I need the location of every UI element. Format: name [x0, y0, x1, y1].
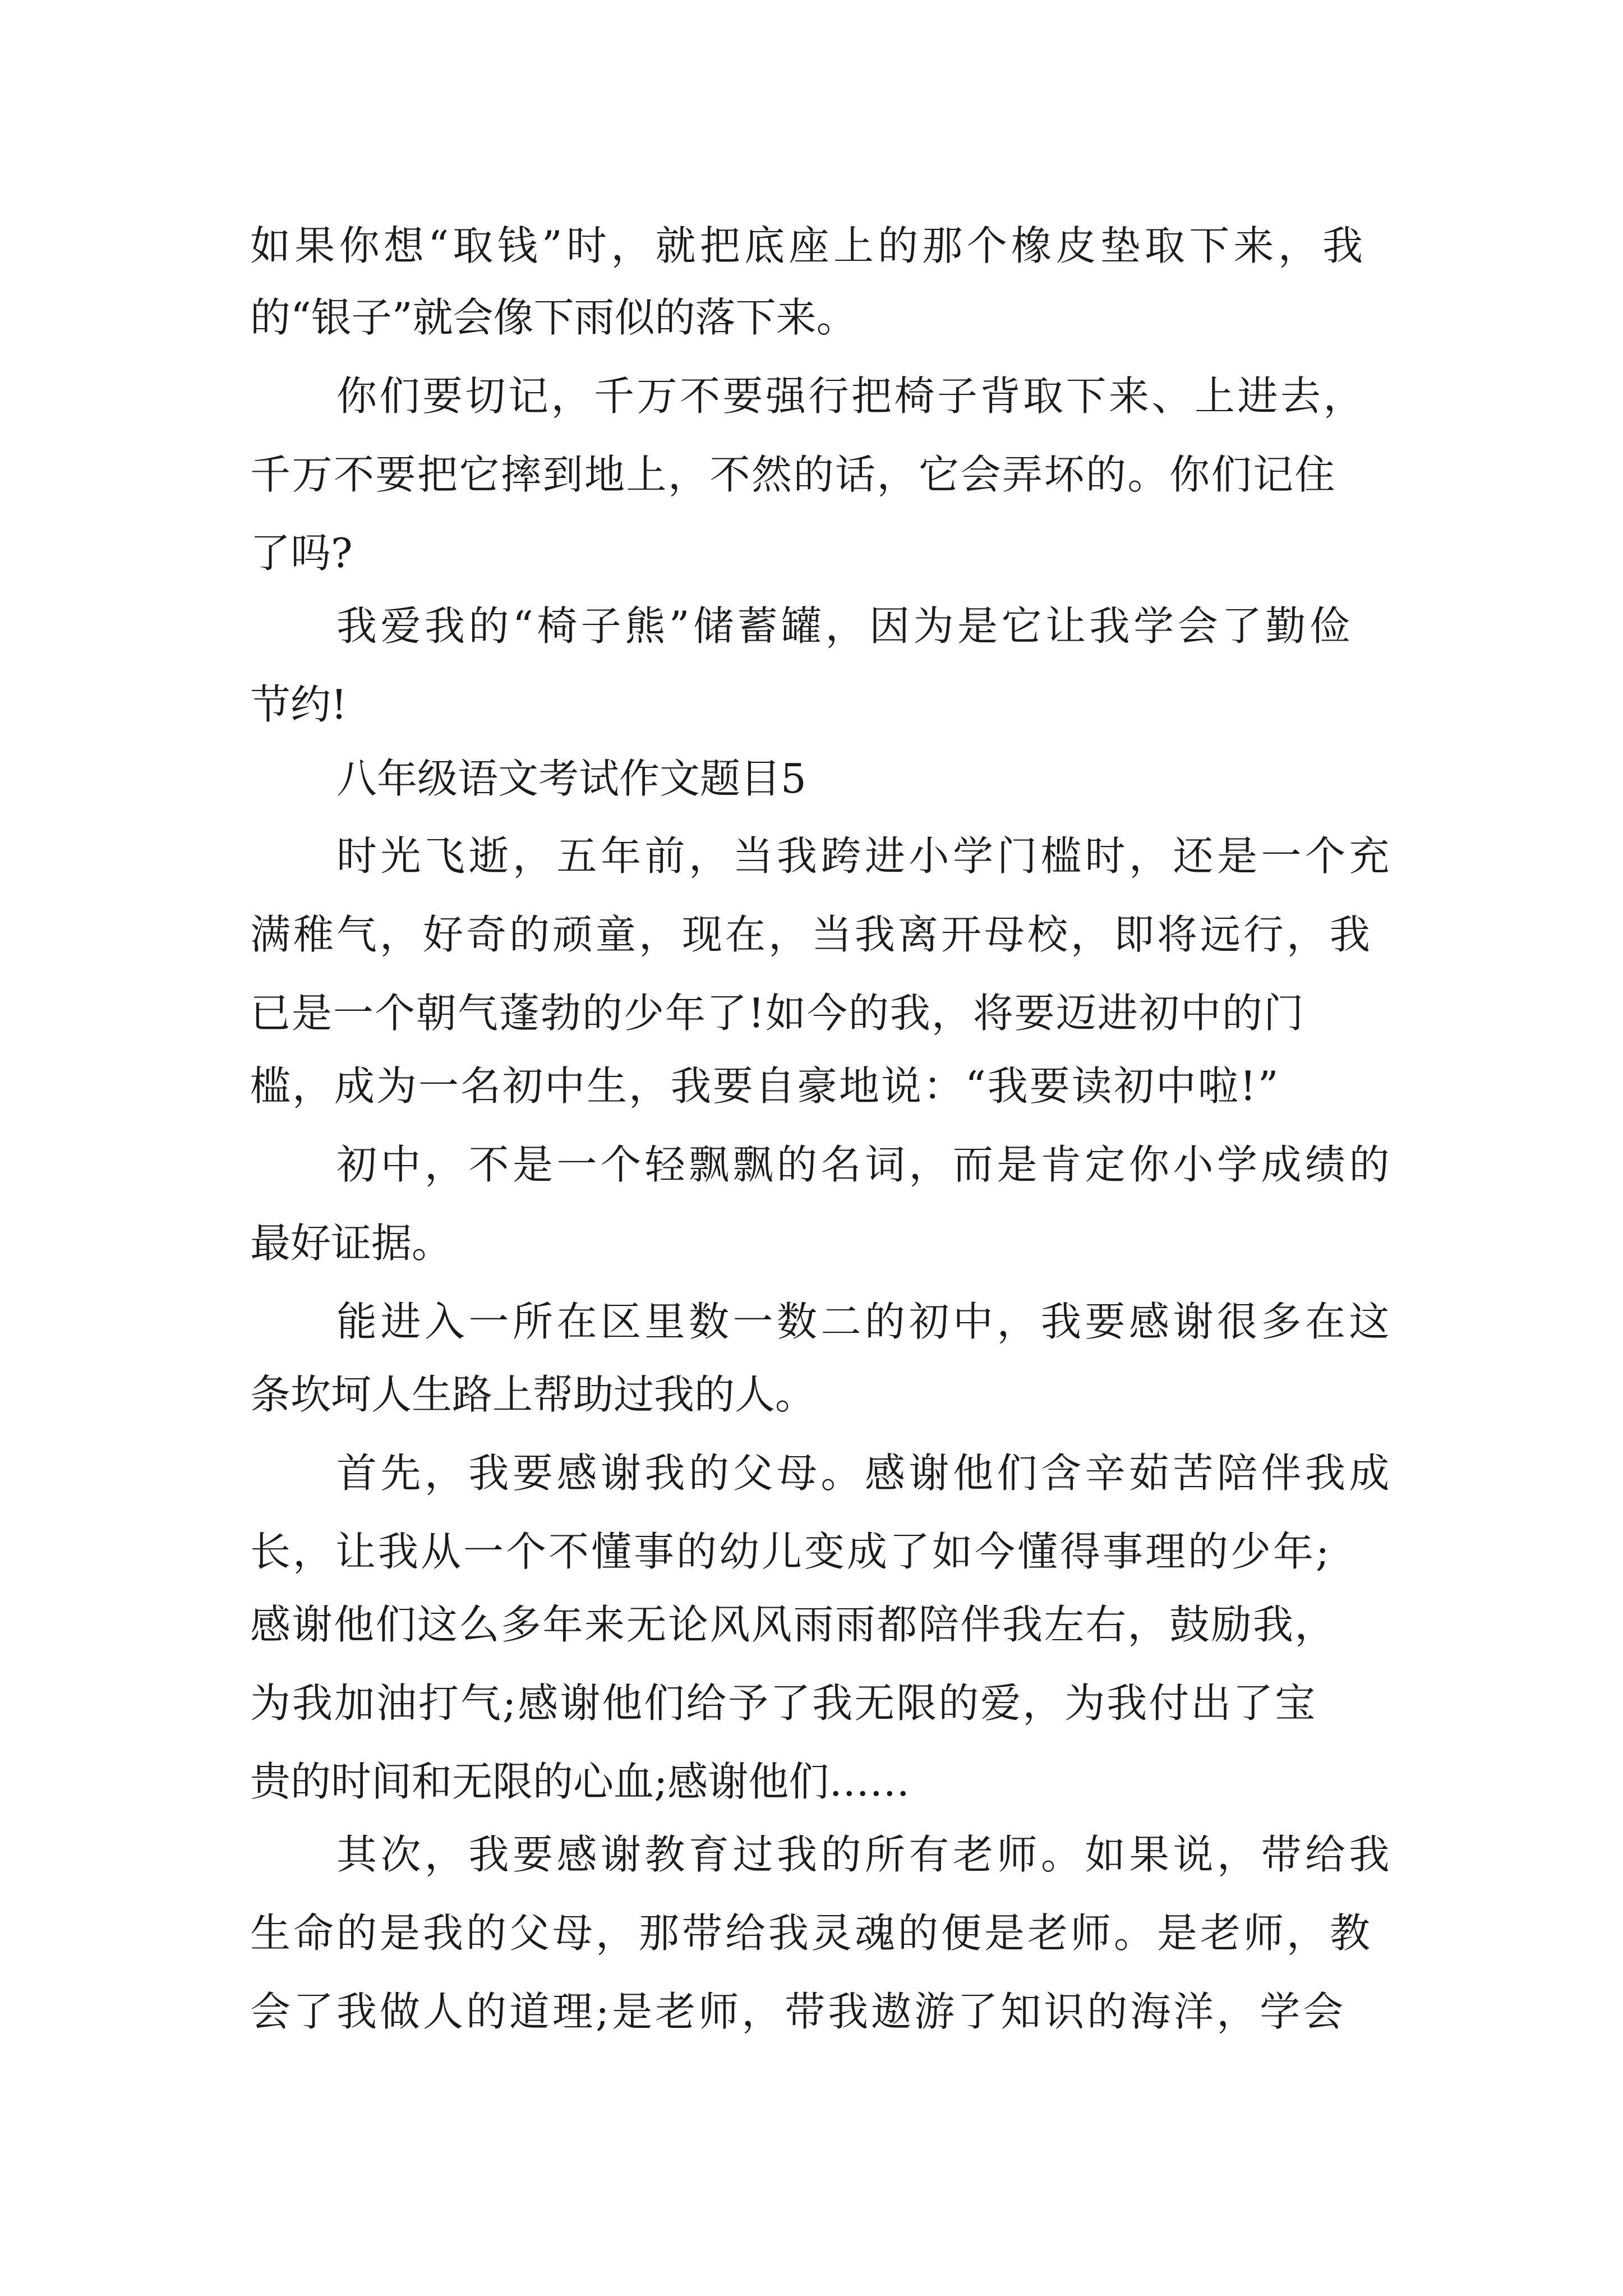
text-line: 节约! — [250, 681, 347, 728]
text-line: 如果你想“取钱”时，就把底座上的那个橡皮垫取下来，我 — [250, 222, 1367, 269]
text-line: 满稚气，好奇的顽童，现在，当我离开母校，即将远行，我 — [250, 911, 1373, 958]
text-line: 感谢他们这么多年来无论风风雨雨都陪伴我左右，鼓励我， — [250, 1601, 1337, 1648]
text-line: 生命的是我的父母，那带给我灵魂的便是老师。是老师，教 — [250, 1910, 1373, 1957]
text-line: 最好证据。 — [250, 1220, 453, 1267]
text-line: 其次，我要感谢教育过我的所有老师。如果说，带给我 — [336, 1831, 1394, 1878]
text-line: 了吗? — [250, 530, 353, 577]
text-line: 已是一个朝气蓬勃的少年了!如今的我，将要迈进初中的门 — [250, 990, 1305, 1037]
text-line: 会了我做人的道理;是老师，带我遨游了知识的海洋，学会 — [250, 1988, 1347, 2035]
text-line: 条坎坷人生路上帮助过我的人。 — [250, 1371, 816, 1418]
text-line: 时光飞逝，五年前，当我跨进小学门槛时，还是一个充 — [336, 832, 1394, 880]
text-line: 千万不要把它摔到地上，不然的话，它会弄坏的。你们记住 — [250, 451, 1337, 498]
text-line: 为我加油打气;感谢他们给予了我无限的爱，为我付出了宝 — [250, 1680, 1317, 1727]
text-line: 贵的时间和无限的心血;感谢他们…… — [250, 1758, 910, 1805]
text-line: 我爱我的“椅子熊”储蓄罐，因为是它让我学会了勤俭 — [336, 602, 1354, 650]
text-line: 槛，成为一名初中生，我要自豪地说：“我要读初中啦!” — [250, 1062, 1280, 1110]
section-heading: 八年级语文考试作文题目5 — [336, 755, 806, 802]
text-line: 初中，不是一个轻飘飘的名词，而是肯定你小学成绩的 — [336, 1141, 1394, 1188]
text-line: 能进入一所在区里数一数二的初中，我要感谢很多在这 — [336, 1298, 1394, 1345]
text-line: 的“银子”就会像下雨似的落下来。 — [250, 294, 857, 341]
text-line: 长，让我从一个不懂事的幼儿变成了如今懂得事理的少年; — [250, 1528, 1332, 1575]
text-line: 你们要切记，千万不要强行把椅子背取下来、上进去， — [336, 372, 1367, 420]
text-line: 首先，我要感谢我的父母。感谢他们含辛茹苦陪伴我成 — [336, 1450, 1394, 1497]
